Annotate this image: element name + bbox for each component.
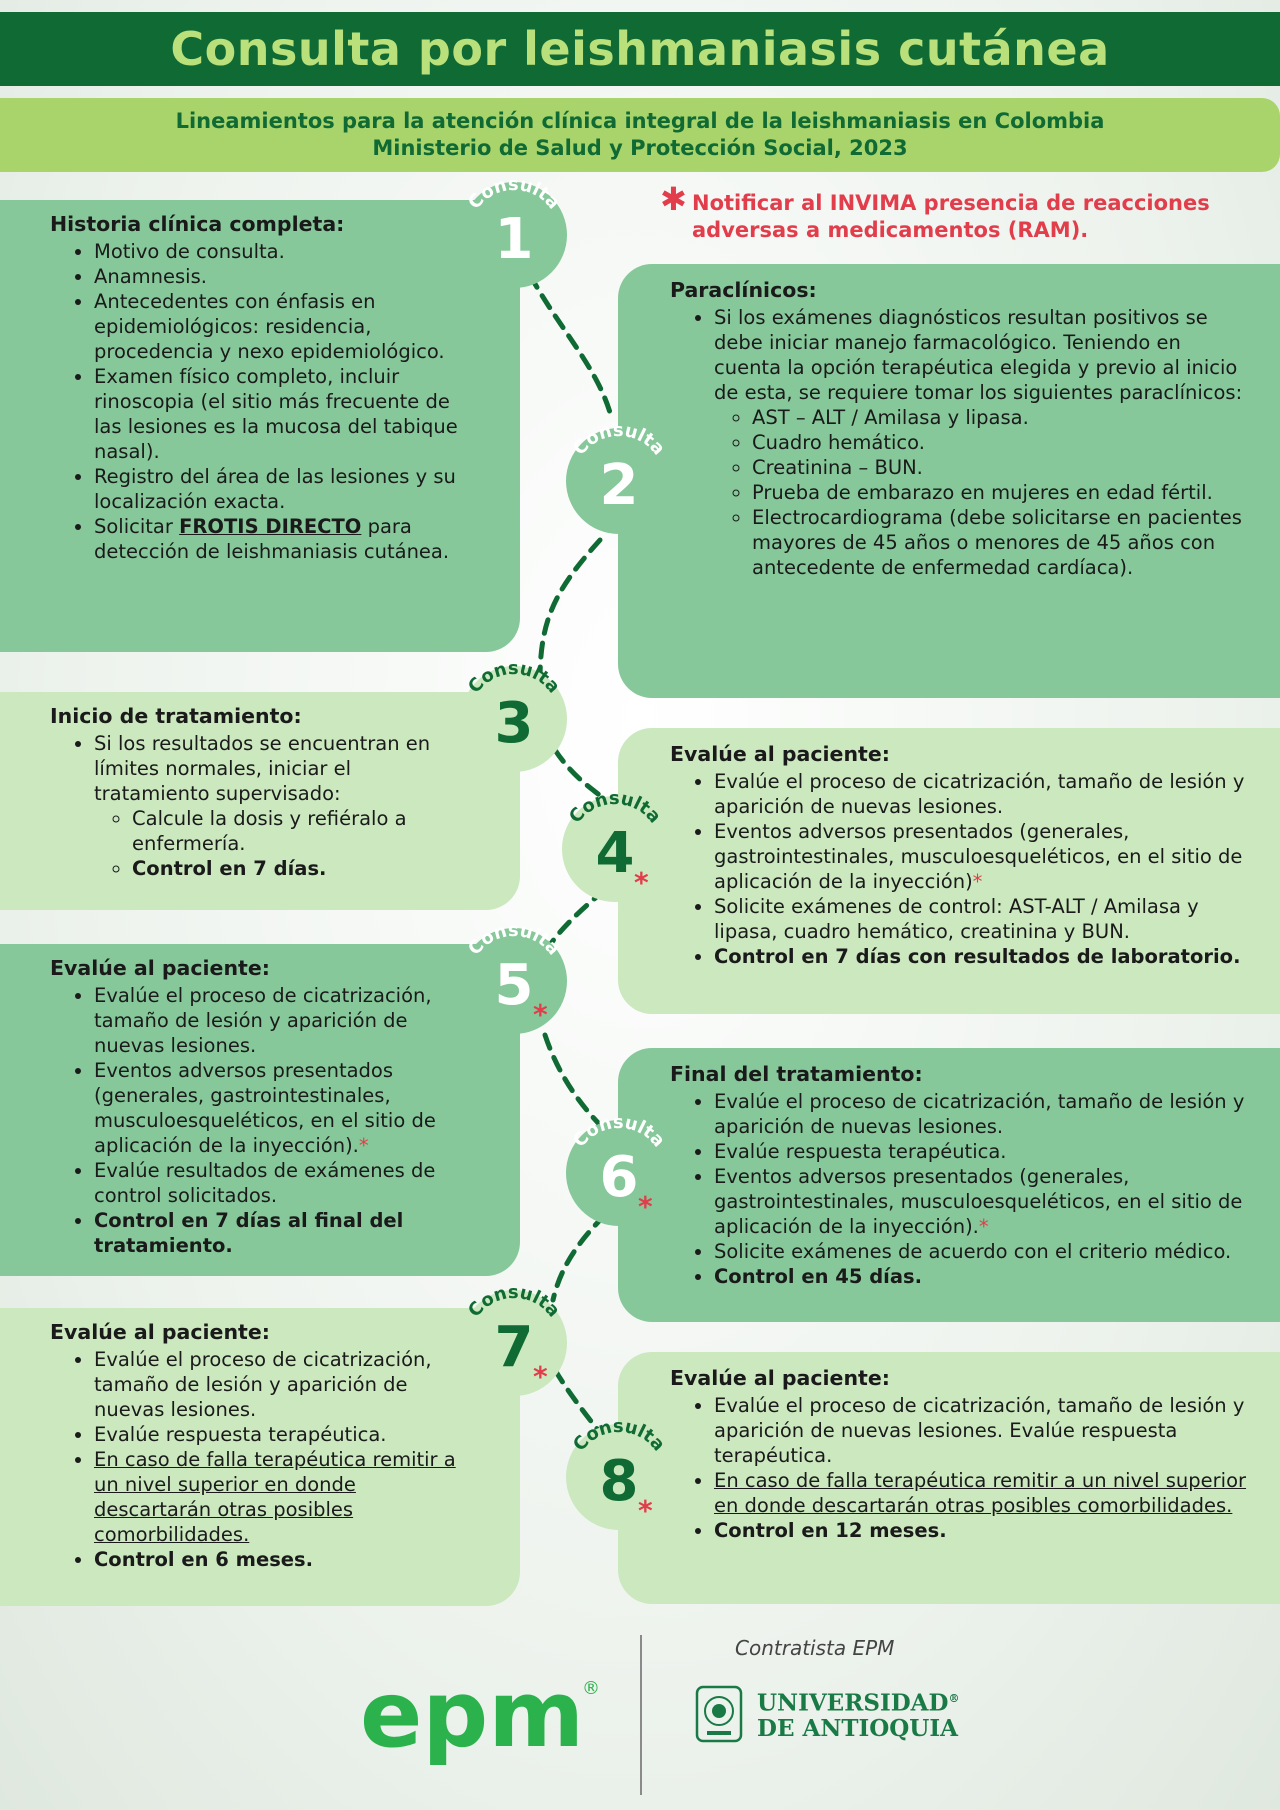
subtitle-line-2: Ministerio de Salud y Protección Social, 2023	[372, 136, 908, 160]
sub-list-item: ◦ Prueba de embarazo en mujeres en edad fértil.	[752, 480, 1250, 505]
consulta-number: 6	[599, 1145, 639, 1210]
udea-seal-icon	[695, 1685, 743, 1743]
card-consulta-6	[618, 1048, 1280, 1322]
svg-text:Consulta: Consulta	[569, 1416, 669, 1456]
asterisk-mark: *	[972, 870, 983, 893]
consulta-number: 1	[494, 207, 534, 272]
consulta-number: 3	[494, 691, 534, 756]
bullet-list	[670, 1393, 1250, 1543]
bullet-list	[670, 305, 1250, 580]
list-item	[714, 1164, 1250, 1239]
bullet-list	[670, 1089, 1250, 1289]
subtitle-line-1: Lineamientos para la atención clínica integral de la leishmaniasis en Colombia	[175, 109, 1105, 133]
bullet-list	[670, 769, 1250, 969]
list-item: • Control en 45 días.	[714, 1264, 1250, 1289]
sub-list-item: ◦ AST – ALT / Amilasa y lipasa.	[752, 405, 1250, 430]
list-item	[714, 819, 1250, 894]
contratista-label: Contratista EPM	[735, 1636, 895, 1660]
consulta-number: 2	[599, 453, 639, 518]
list-item: • Examen físico completo, incluir rinoscopia (el sitio más frecuente de las lesiones es la mucosa del tabique nasal).	[94, 364, 460, 464]
list-item: • Solicite exámenes de acuerdo con el criterio médico.	[714, 1239, 1250, 1264]
consulta-number: 5	[494, 953, 534, 1018]
list-item-text: Eventos adversos presentados (generales, gastrointestinales, musculoesqueléticos, en el sitio de aplicación de la inyección).	[94, 1059, 436, 1157]
svg-text:Consulta: Consulta	[569, 420, 669, 460]
list-item: • Control en 6 meses.	[94, 1547, 460, 1572]
bullet-list	[50, 731, 460, 881]
footer-divider	[640, 1635, 642, 1795]
asterisk-mark: *	[978, 1215, 989, 1238]
card-title: Evalúe al paciente:	[670, 1366, 890, 1390]
page-title: Consulta por leishmaniasis cutánea	[170, 22, 1110, 76]
card-consulta-5	[0, 944, 520, 1276]
asterisk-icon: *	[638, 1190, 653, 1223]
svg-text:Consulta: Consulta	[464, 658, 564, 698]
svg-text:Consulta: Consulta	[569, 1112, 669, 1152]
asterisk-icon: *	[533, 998, 548, 1031]
consulta-badge-3	[461, 658, 567, 772]
epm-logo-mark	[360, 1668, 600, 1778]
list-item-text: Si los exámenes diagnósticos resultan positivos se debe iniciar manejo farmacológico. Teniendo en cuenta la opción terapéutica elegida y previo al inicio de esta, se requiere tomar los siguientes paraclínicos:	[714, 306, 1243, 404]
list-item-text: para detección de leishmaniasis cutánea.	[94, 515, 450, 563]
svg-text:Consulta: Consulta	[464, 174, 564, 214]
invima-notice	[660, 180, 1260, 244]
list-item: • Evalúe resultados de exámenes de control solicitados.	[94, 1158, 460, 1208]
list-item-text: Eventos adversos presentados (generales, gastrointestinales, musculoesqueléticos, en el sitio de aplicación de la inyección)	[714, 820, 1243, 893]
svg-text:Consulta: Consulta	[464, 1282, 564, 1322]
list-item: • Evalúe el proceso de cicatrización, tamaño de lesión y aparición de nuevas lesiones. Evalúe respuesta terapéutica.	[714, 1393, 1250, 1468]
list-item: • En caso de falla terapéutica remitir a un nivel superior en donde descartarán otras posibles comorbilidades.	[94, 1447, 460, 1547]
consulta-badge-2	[566, 420, 672, 534]
bullet-list	[50, 983, 460, 1258]
sub-list-item: ◦ Creatinina – BUN.	[752, 455, 1250, 480]
bullet-list	[50, 239, 460, 564]
sub-list-item: ◦ Control en 7 días.	[132, 856, 460, 881]
card-consulta-1	[0, 200, 520, 652]
frotis-directo-link: FROTIS DIRECTO	[179, 515, 362, 538]
card-consulta-7	[0, 1308, 520, 1606]
list-item: • Solicite exámenes de control: AST-ALT / Amilasa y lipasa, cuadro hemático, creatinina y BUN.	[714, 894, 1250, 944]
list-item: • Evalúe el proceso de cicatrización, tamaño de lesión y aparición de nuevas lesiones.	[714, 769, 1250, 819]
svg-text:®: ®	[582, 1678, 600, 1699]
list-item-text: Eventos adversos presentados (generales, gastrointestinales, musculoesqueléticos, en el sitio de aplicación de la inyección).	[714, 1165, 1243, 1238]
invima-notice-text: Notificar al INVIMA presencia de reacciones adversas a medicamentos (RAM).	[692, 191, 1210, 242]
list-item: • Antecedentes con énfasis en epidemiológicos: residencia, procedencia y nexo epidemiológico.	[94, 289, 460, 364]
card-title: Inicio de tratamiento:	[50, 704, 302, 728]
card-title: Evalúe al paciente:	[50, 956, 270, 980]
list-item	[94, 1058, 460, 1158]
svg-text:Consulta: Consulta	[464, 920, 564, 960]
sub-list-item: ◦ Electrocardiograma (debe solicitarse en pacientes mayores de 45 años o menores de 45 años con antecedente de enfermedad cardíaca).	[752, 505, 1250, 580]
sub-list-item: ◦ Cuadro hemático.	[752, 430, 1250, 455]
list-item: • Control en 7 días al final del tratamiento.	[94, 1208, 460, 1258]
udea-logo	[695, 1685, 959, 1743]
card-consulta-8	[618, 1352, 1280, 1604]
asterisk-mark: *	[358, 1134, 369, 1157]
list-item: • Evalúe el proceso de cicatrización, tamaño de lesión y aparición de nuevas lesiones.	[94, 1347, 460, 1422]
list-item: • Motivo de consulta.	[94, 239, 460, 264]
asterisk-icon: *	[634, 866, 649, 899]
bullet-list	[50, 1347, 460, 1572]
consulta-badge-6	[566, 1112, 672, 1226]
card-title: Final del tratamiento:	[670, 1062, 923, 1086]
list-item: • Evalúe respuesta terapéutica.	[94, 1422, 460, 1447]
card-consulta-4	[618, 728, 1280, 1014]
asterisk-icon: *	[638, 1494, 653, 1527]
card-consulta-3	[0, 692, 520, 910]
consulta-badge-5	[461, 920, 567, 1034]
card-consulta-2	[618, 264, 1280, 698]
asterisk-icon: *	[533, 1360, 548, 1393]
list-item: • Control en 7 días con resultados de laboratorio.	[714, 944, 1250, 969]
list-item	[94, 514, 460, 564]
list-item-text: Si los resultados se encuentran en límites normales, iniciar el tratamiento supervisado:	[94, 732, 431, 805]
list-item-text: Solicitar	[94, 515, 180, 538]
consulta-badge-8	[566, 1416, 672, 1530]
udea-line-1: UNIVERSIDAD	[757, 1689, 949, 1717]
list-item: • Evalúe el proceso de cicatrización, tamaño de lesión y aparición de nuevas lesiones.	[714, 1089, 1250, 1139]
list-item: • Anamnesis.	[94, 264, 460, 289]
consulta-number: 7	[494, 1315, 534, 1380]
consulta-number: 8	[599, 1449, 639, 1514]
list-item: • Evalúe el proceso de cicatrización, tamaño de lesión y aparición de nuevas lesiones.	[94, 983, 460, 1058]
sub-list-item: ◦ Calcule la dosis y refiéralo a enfermería.	[132, 806, 460, 856]
list-item: • En caso de falla terapéutica remitir a un nivel superior en donde descartarán otras posibles comorbilidades.	[714, 1468, 1250, 1518]
card-title: Paraclínicos:	[670, 278, 817, 302]
svg-text:Consulta: Consulta	[565, 788, 665, 828]
consulta-badge-1	[461, 174, 567, 288]
card-title: Evalúe al paciente:	[670, 742, 890, 766]
sub-list	[94, 806, 460, 881]
list-item	[94, 731, 460, 881]
udea-name	[757, 1686, 959, 1743]
udea-registered: ®	[948, 1691, 960, 1705]
asterisk-icon: ✱	[660, 180, 687, 218]
consulta-number: 4	[595, 821, 635, 886]
list-item: • Control en 12 meses.	[714, 1518, 1250, 1543]
list-item: • Evalúe respuesta terapéutica.	[714, 1139, 1250, 1164]
list-item	[714, 305, 1250, 580]
consulta-badge-7	[461, 1282, 567, 1396]
list-item: • Registro del área de las lesiones y su localización exacta.	[94, 464, 460, 514]
svg-text:epm: epm	[360, 1668, 585, 1768]
udea-line-2: DE ANTIOQUIA	[757, 1715, 958, 1743]
epm-logo	[360, 1668, 600, 1782]
consulta-badge-4	[562, 788, 668, 902]
card-title: Historia clínica completa:	[50, 212, 345, 236]
sub-list	[714, 405, 1250, 580]
card-title: Evalúe al paciente:	[50, 1320, 270, 1344]
